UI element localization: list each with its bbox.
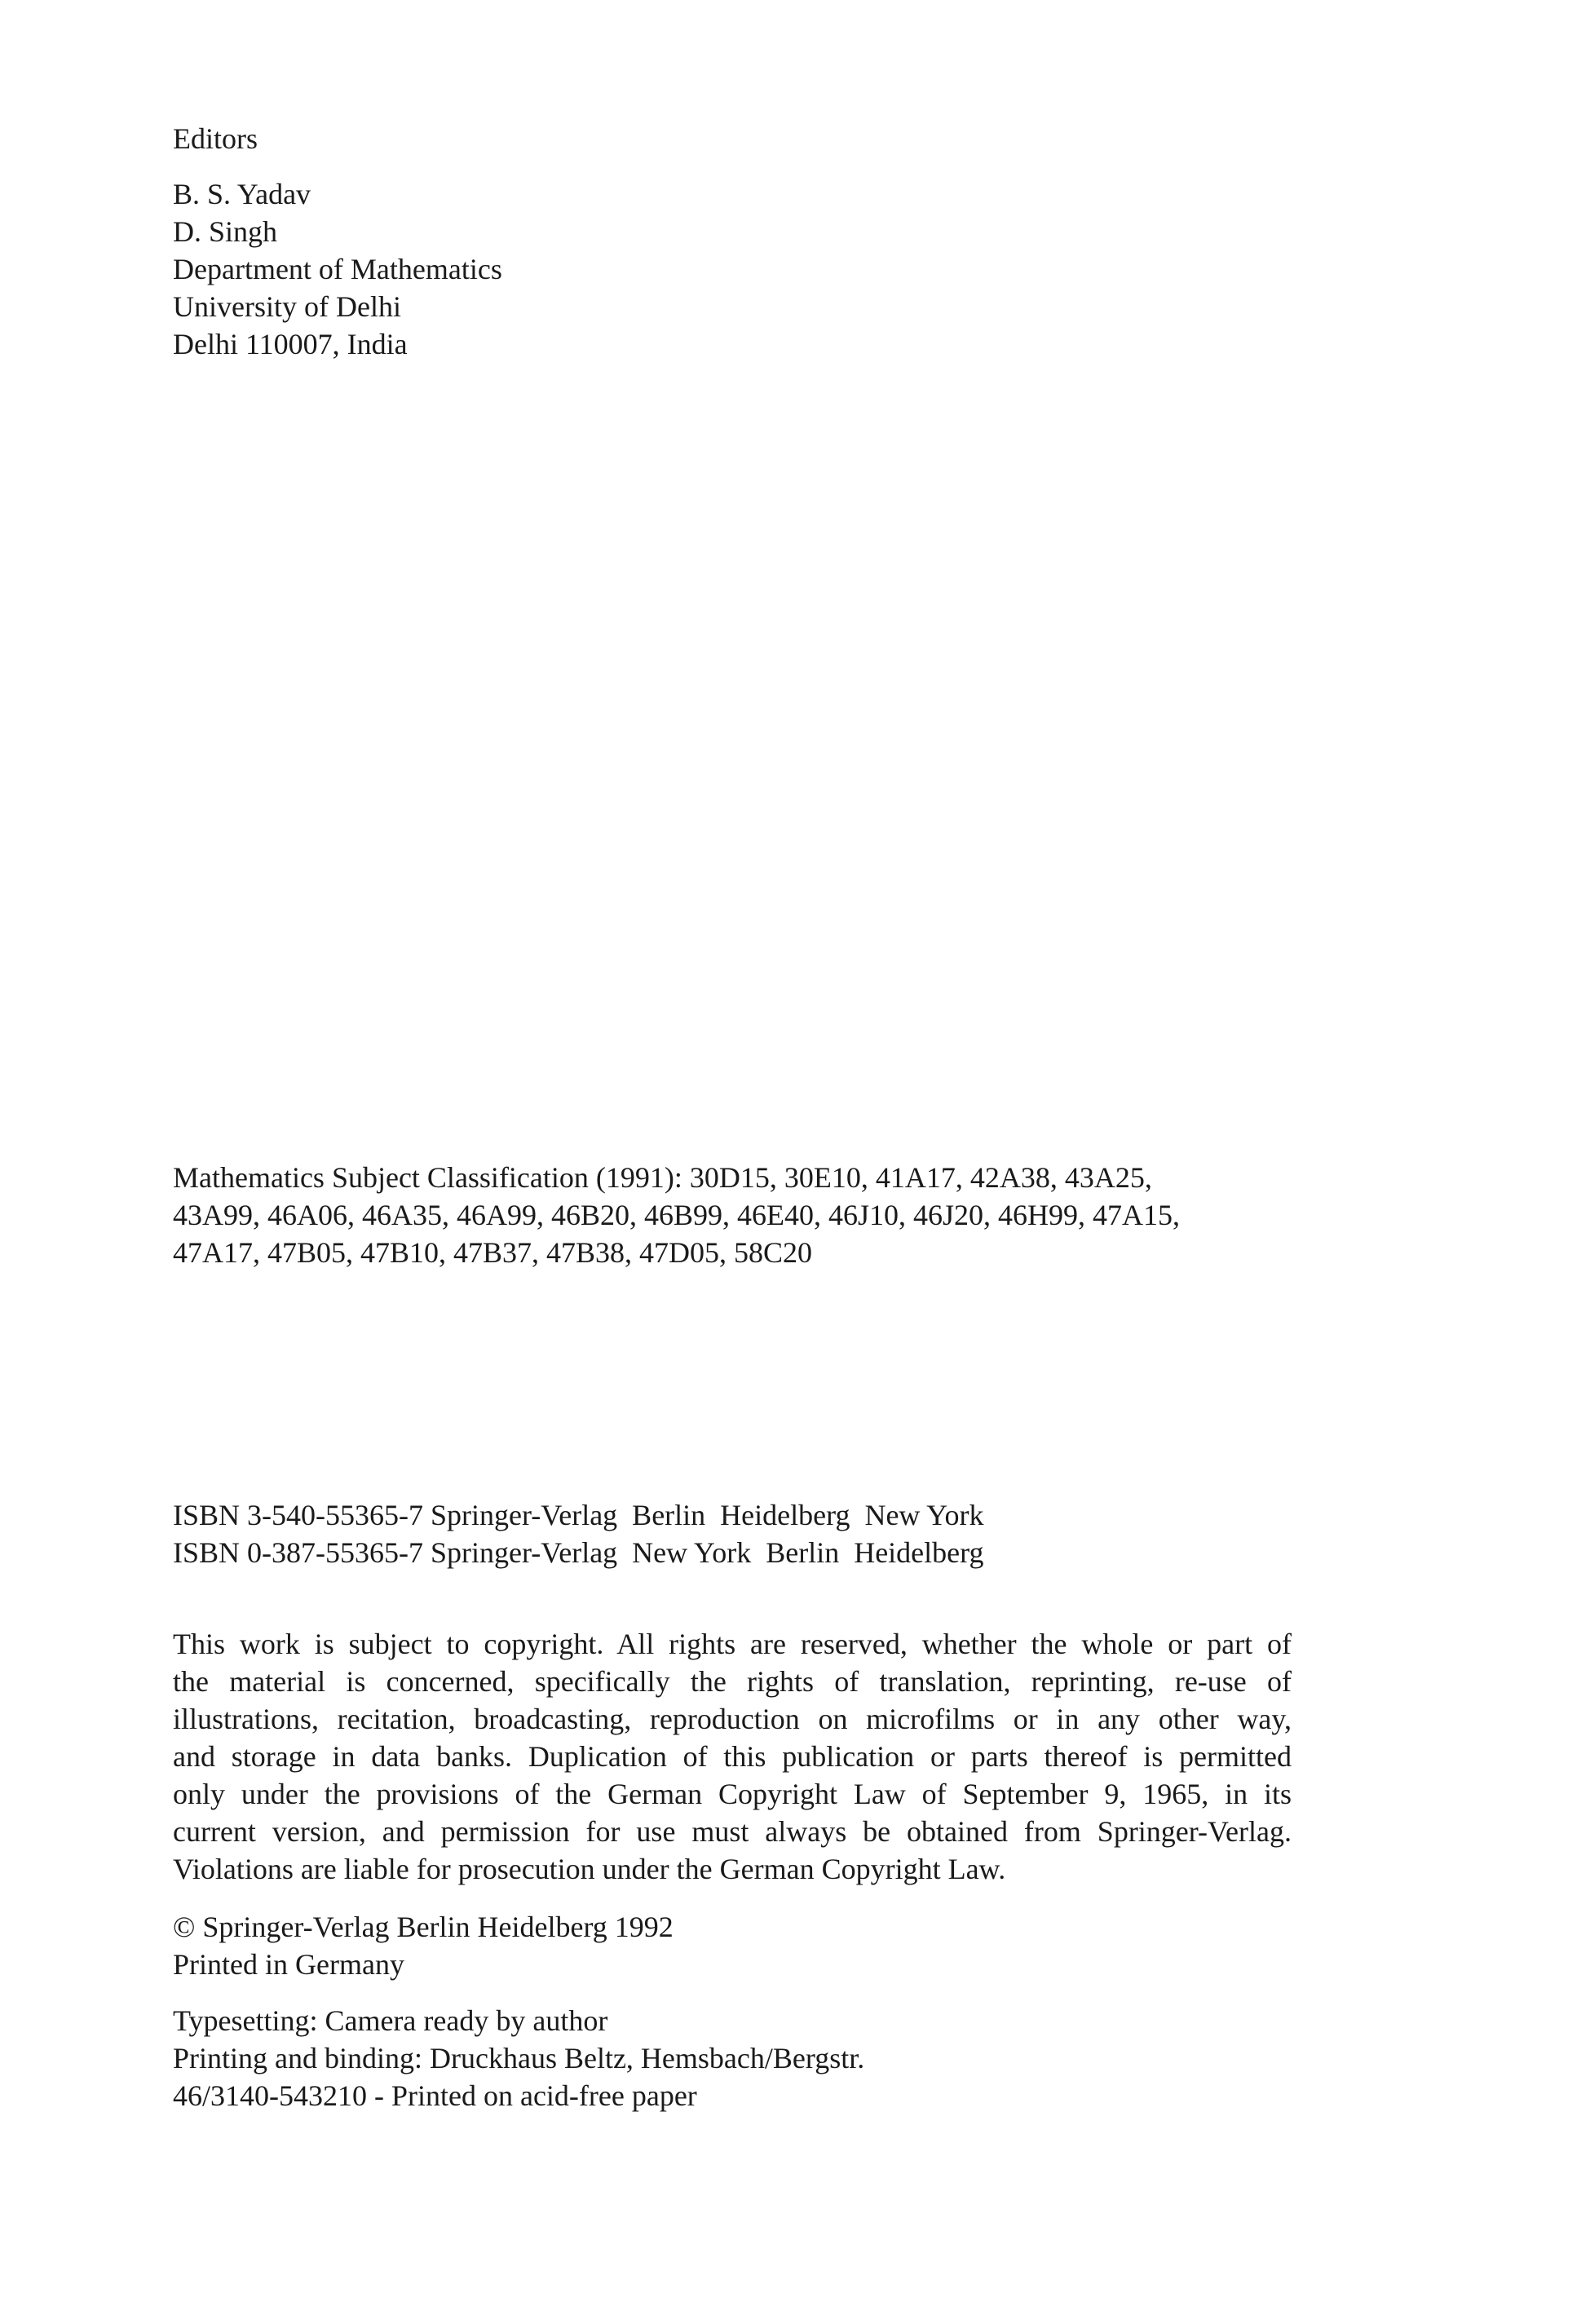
isbn-block	[173, 1496, 983, 1571]
copyright-notice-line: This work is subject to copyright. All rights are reserved, whether the whole or part of	[173, 1628, 1292, 1660]
printing-line: Printing and binding: Druckhaus Beltz, Hemsbach/Bergstr.	[173, 2042, 865, 2074]
typesetting-line: Typesetting: Camera ready by author	[173, 2004, 608, 2037]
copyright-notice	[173, 1625, 1292, 1888]
copyright-notice-line: illustrations, recitation, broadcasting, reproduction on microfilms or in any other way,	[173, 1703, 1292, 1735]
editor-affiliation-line: Department of Mathematics	[173, 253, 502, 285]
classification-line: 43A99, 46A06, 46A35, 46A99, 46B20, 46B99, 46E40, 46J10, 46J20, 46H99, 47A15,	[173, 1199, 1181, 1231]
copyright-notice-line: current version, and permission for use must always be obtained from Springer-Verlag.	[173, 1815, 1292, 1848]
editor-affiliation-line: University of Delhi	[173, 290, 401, 323]
classification-line: Mathematics Subject Classification (1991): 30D15, 30E10, 41A17, 42A38, 43A25,	[173, 1161, 1152, 1194]
editor-name: B. S. Yadav	[173, 178, 311, 210]
isbn-line: ISBN 3-540-55365-7 Springer-Verlag Berlin Heidelberg New York	[173, 1499, 984, 1531]
isbn-line: ISBN 0-387-55365-7 Springer-Verlag New York Berlin Heidelberg	[173, 1536, 984, 1569]
production-block	[173, 2002, 864, 2114]
copyright-line: © Springer-Verlag Berlin Heidelberg 1992	[173, 1911, 674, 1943]
copyright-notice-line: and storage in data banks. Duplication of this publication or parts thereof is permitted	[173, 1740, 1292, 1773]
editor-affiliation-line: Delhi 110007, India	[173, 328, 408, 360]
copyright-notice-line: only under the provisions of the German Copyright Law of September 9, 1965, in its	[173, 1778, 1292, 1810]
editor-name: D. Singh	[173, 215, 278, 248]
editors-block	[173, 175, 502, 363]
editors-heading-text: Editors	[173, 122, 258, 155]
classification-line: 47A17, 47B05, 47B10, 47B37, 47B38, 47D05, 58C20	[173, 1236, 813, 1269]
editors-heading	[173, 120, 258, 157]
subject-classification	[173, 1159, 1180, 1271]
copyright-notice-line: the material is concerned, specifically the rights of translation, reprinting, re-use of	[173, 1665, 1292, 1698]
print-code-line: 46/3140-543210 - Printed on acid-free paper	[173, 2079, 697, 2112]
publisher-block	[173, 1908, 674, 1983]
printed-in-line: Printed in Germany	[173, 1948, 404, 1981]
copyright-notice-line: Violations are liable for prosecution under the German Copyright Law.	[173, 1853, 1006, 1885]
